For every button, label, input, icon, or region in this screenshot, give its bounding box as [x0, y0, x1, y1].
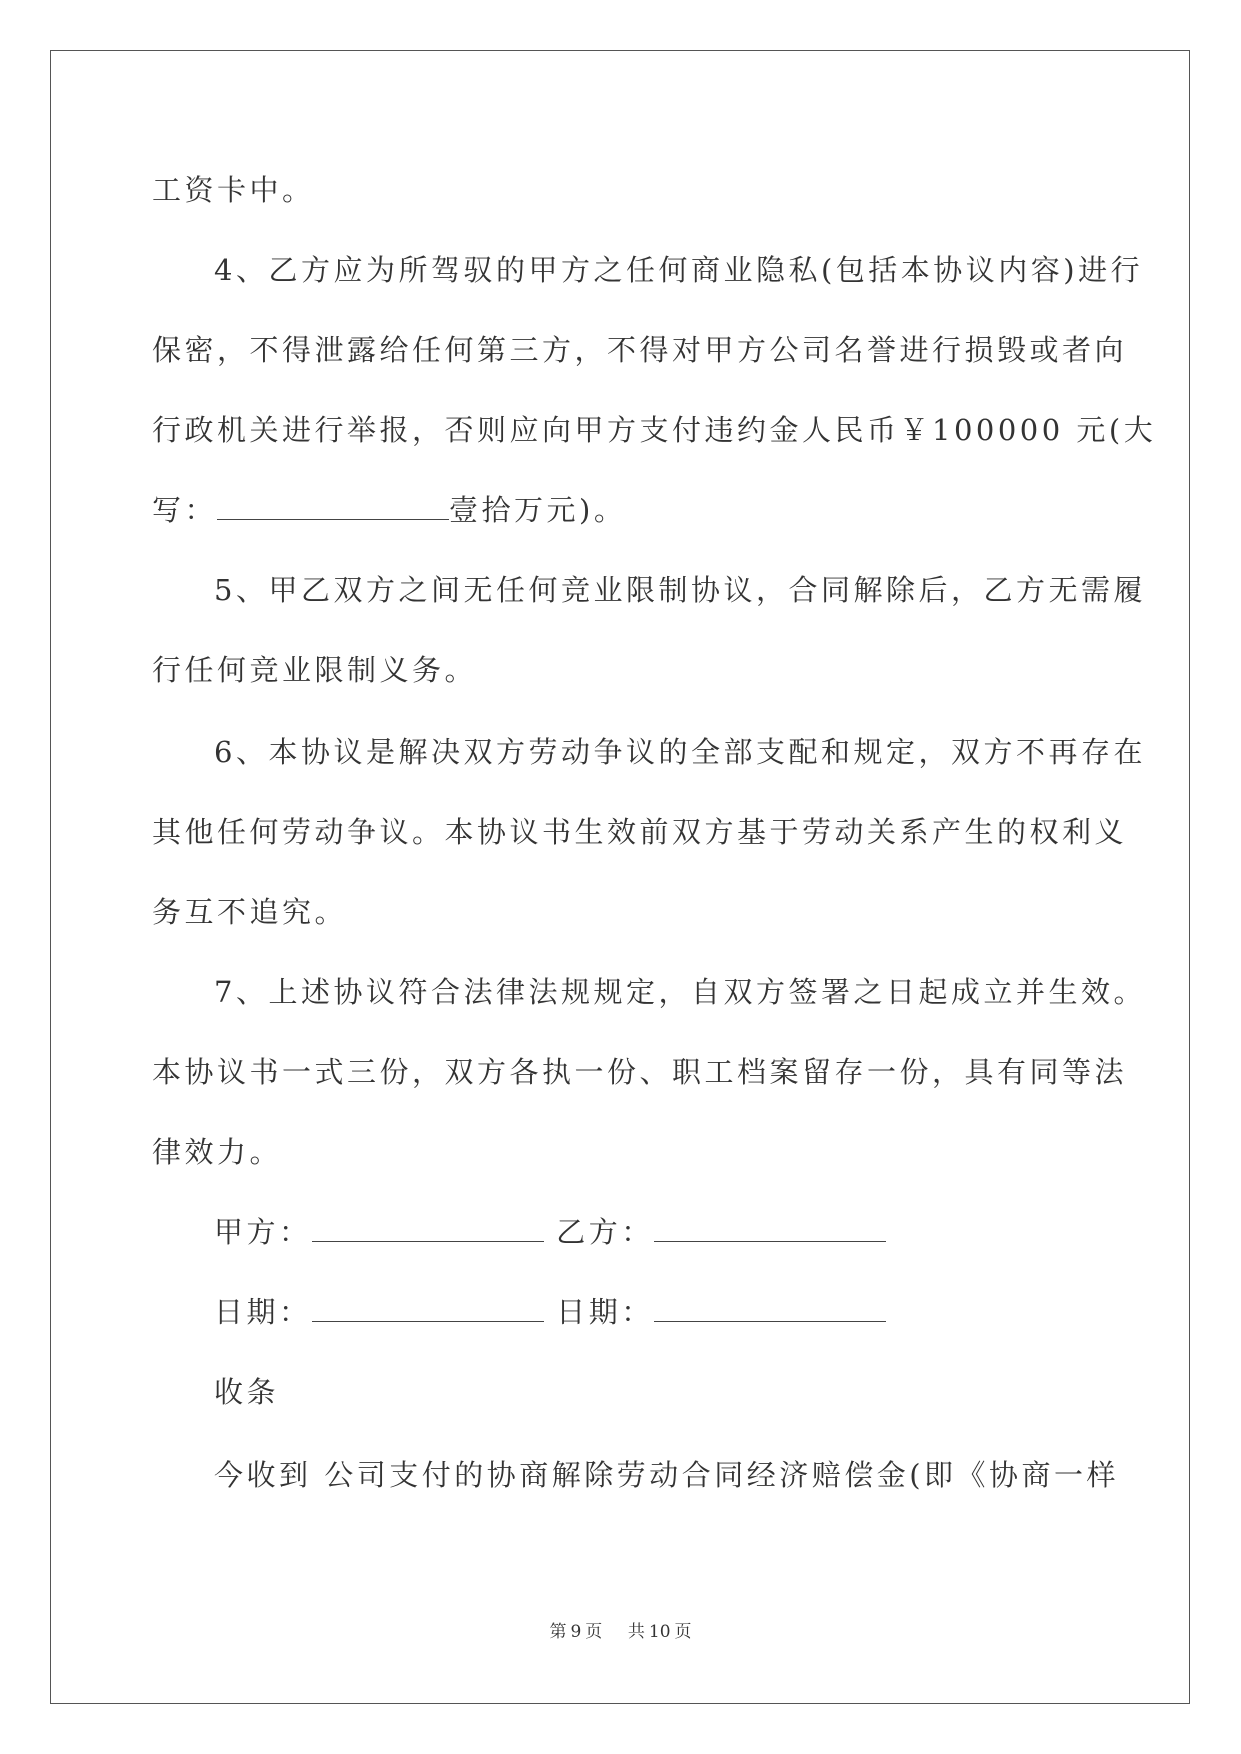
- page-label-prefix: 第: [549, 1622, 567, 1642]
- date-b-label: 日期：: [556, 1295, 654, 1329]
- party-a-label: 甲方：: [214, 1215, 312, 1249]
- clause-6-line-2: 其他任何劳动争议。本协议书生效前双方基于劳动关系产生的权利义: [152, 815, 1128, 849]
- clause-7-line-2: 本协议书一式三份，双方各执一份、职工档案留存一份，具有同等法: [152, 1055, 1128, 1089]
- date-a-label: 日期：: [214, 1295, 312, 1329]
- clause-4-line-2: 保密，不得泄露给任何第三方，不得对甲方公司名誉进行损毁或者向: [152, 333, 1128, 367]
- text-line-1: 工资卡中。: [152, 173, 315, 207]
- clause-7-line-3: 律效力。: [152, 1135, 283, 1169]
- clause-7-line-1: 7、上述协议符合法律法规规定，自双方签署之日起成立并生效。: [214, 975, 1146, 1009]
- clause-4-line-4: [152, 490, 626, 530]
- total-label-suffix: 页: [674, 1622, 692, 1642]
- receipt-title: 收条: [214, 1375, 280, 1409]
- uppercase-amount-text: 壹拾万元)。: [449, 493, 627, 527]
- clause-6-line-1: 6、本协议是解决双方劳动争议的全部支配和规定，双方不再存在: [214, 735, 1146, 769]
- page-footer: [0, 1620, 1241, 1644]
- clause-6-line-3: 务互不追究。: [152, 895, 348, 929]
- date-a-blank[interactable]: [312, 1295, 544, 1322]
- date-b-blank[interactable]: [654, 1295, 886, 1322]
- date-row: [214, 1292, 886, 1332]
- page-label-suffix: 页: [585, 1622, 603, 1642]
- total-label-prefix: 共: [627, 1622, 645, 1642]
- party-a-signature-blank[interactable]: [312, 1215, 544, 1242]
- party-b-label: 乙方：: [556, 1215, 654, 1249]
- clause-5-line-2: 行任何竞业限制义务。: [152, 653, 478, 687]
- clause-4-line-1: 4、乙方应为所驾驭的甲方之任何商业隐私(包括本协议内容)进行: [214, 253, 1144, 287]
- clause-5-line-1: 5、甲乙双方之间无任何竞业限制协议，合同解除后，乙方无需履: [214, 573, 1146, 607]
- uppercase-amount-label: 写：: [152, 493, 218, 527]
- uppercase-amount-blank[interactable]: [217, 493, 449, 520]
- total-page-count: 10: [648, 1622, 671, 1642]
- current-page-number: 9: [570, 1622, 582, 1642]
- receipt-line-1: 今收到 公司支付的协商解除劳动合同经济赔偿金(即《协商一样: [214, 1458, 1120, 1492]
- party-b-signature-blank[interactable]: [654, 1215, 886, 1242]
- signature-row: [214, 1212, 886, 1252]
- clause-4-line-3: 行政机关进行举报，否则应向甲方支付违约金人民币￥100000 元(大: [152, 413, 1157, 447]
